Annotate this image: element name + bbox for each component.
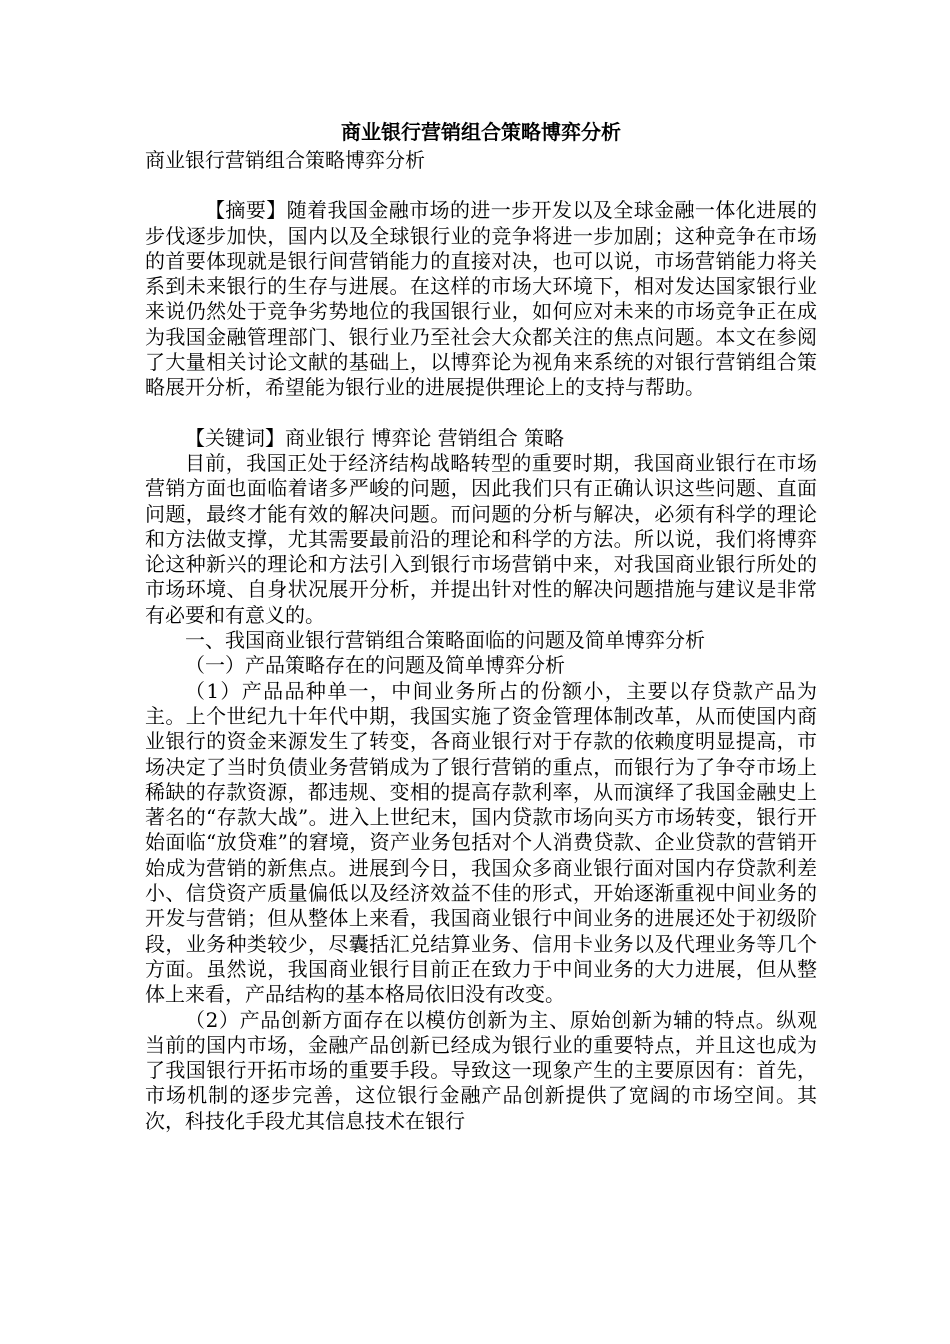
- body-paragraph-1: （1）产品品种单一，中间业务所占的份额小，主要以存贷款产品为主。上个世纪九十年代中期，我国实施了资金管理体制改革，从而使国内商业银行的资金来源发生了转变，各商业银行对于存款的依赖度明显提高，市场决定了当时负债业务营销成为了银行营销的重点，而银行为了争夺市场上稀缺的存款资源，都违规、变相的提高存款利率，从而演绎了我国金融史上著名的“存款大战”。进入上世纪末，国内贷款市场向买方市场转变，银行开始面临“放贷难”的窘境，资产业务包括对个人消费贷款、企业贷款的营销开始成为营销的新焦点。进展到今日，我国众多商业银行面对国内存贷款利差小、信贷资产质量偏低以及经济效益不佳的形式，开始逐渐重视中间业务的开发与营销；但从整体上来看，我国商业银行中间业务的进展还处于初级阶段，业务种类较少，尽囊括汇兑结算业务、信用卡业务以及代理业务等几个方面。虽然说，我国商业银行目前正在致力于中间业务的大力进展，但从整体上来看，产品结构的基本格局依旧没有改变。: [145, 678, 817, 1007]
- document-subtitle: 商业银行营销组合策略博弈分析: [145, 148, 425, 172]
- keywords-line: 【关键词】商业银行 博弈论 营销组合 策略: [185, 425, 565, 450]
- spacer: [145, 173, 817, 198]
- body-paragraph-2: （2）产品创新方面存在以模仿创新为主、原始创新为辅的特点。纵观当前的国内市场，金融产品创新已经成为银行业的重要特点，并且这也成为了我国银行开拓市场的重要手段。导致这一现象产生的主要原因有：首先，市场机制的逐步完善，这位银行金融产品创新提供了宽阔的市场空间。其次，科技化手段尤其信息技术在银行: [145, 1007, 817, 1133]
- document-page: [145, 118, 817, 1134]
- subsection-heading-1: （一）产品策略存在的问题及简单博弈分析: [185, 653, 565, 678]
- intro-paragraph: 目前，我国正处于经济结构战略转型的重要时期，我国商业银行在市场营销方面也面临着诸多严峻的问题，因此我们只有正确认识这些问题、直面问题，最终才能有效的解决问题。而问题的分析与解决，必须有科学的理论和方法做支撑，尤其需要最前沿的理论和科学的方法。所以说，我们将博弈论这种新兴的理论和方法引入到银行市场营销中来，对我国商业银行所处的市场环境、自身状况展开分析，并提出针对性的解决问题措施与建议是非常有必要和有意义的。: [145, 450, 817, 627]
- section-heading-1: 一、我国商业银行营销组合策略面临的问题及简单博弈分析: [185, 628, 705, 653]
- abstract-paragraph: 【摘要】随着我国金融市场的进一步开发以及全球金融一体化进展的步伐逐步加快，国内以及全球银行业的竞争将进一步加剧；这种竞争在市场的首要体现就是银行间营销能力的直接对决，也可以说，市场营销能力将关系到未来银行的生存与进展。在这样的市场大环境下，相对发达国家银行业来说仍然处于竞争劣势地位的我国银行业，如何应对未来的市场竞争正在成为我国金融管理部门、银行业乃至社会大众都关注的焦点问题。本文在参阅了大量相关讨论文献的基础上，以博弈论为视角来系统的对银行营销组合策略展开分析，希望能为银行业的进展提供理论上的支持与帮助。: [145, 198, 817, 400]
- spacer: [145, 401, 817, 426]
- document-title: 商业银行营销组合策略博弈分析: [341, 120, 621, 144]
